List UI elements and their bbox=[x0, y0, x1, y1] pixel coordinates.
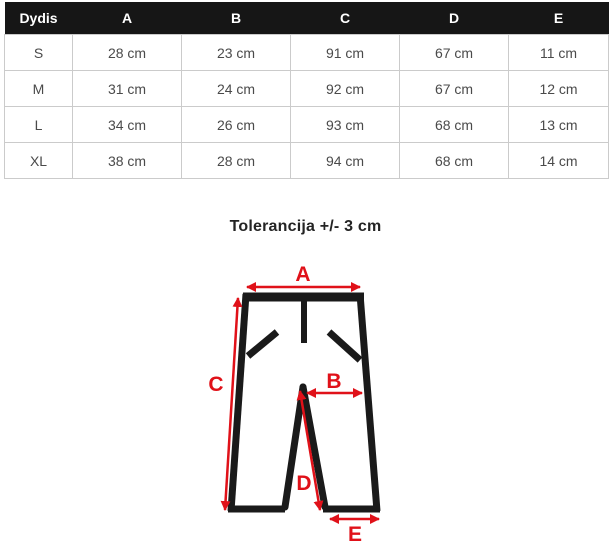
left-outer-seam bbox=[231, 294, 246, 511]
header-size: Dydis bbox=[5, 2, 73, 35]
cell-d: 68 cm bbox=[400, 107, 509, 143]
cell-d: 67 cm bbox=[400, 35, 509, 71]
cell-b: 24 cm bbox=[182, 71, 291, 107]
dimension-label-c: C bbox=[208, 373, 224, 396]
tolerance-note: Tolerancija +/- 3 cm bbox=[229, 218, 382, 235]
size-label: S bbox=[5, 35, 73, 71]
cell-e: 12 cm bbox=[509, 71, 609, 107]
cell-a: 31 cm bbox=[73, 71, 182, 107]
dimension-label-a: A bbox=[295, 263, 311, 286]
size-label: M bbox=[5, 71, 73, 107]
size-label: L bbox=[5, 107, 73, 143]
cell-a: 34 cm bbox=[73, 107, 182, 143]
cell-c: 94 cm bbox=[291, 143, 400, 179]
cell-b: 23 cm bbox=[182, 35, 291, 71]
dimension-label-b: B bbox=[326, 370, 342, 393]
cell-b: 28 cm bbox=[182, 143, 291, 179]
right-pocket-line bbox=[329, 332, 360, 360]
right-outer-seam bbox=[360, 294, 377, 511]
header-d: D bbox=[400, 2, 509, 35]
cell-c: 93 cm bbox=[291, 107, 400, 143]
header-a: A bbox=[73, 2, 182, 35]
cell-e: 14 cm bbox=[509, 143, 609, 179]
cell-a: 28 cm bbox=[73, 35, 182, 71]
cell-c: 91 cm bbox=[291, 35, 400, 71]
header-e: E bbox=[509, 2, 609, 35]
header-c: C bbox=[291, 2, 400, 35]
cell-b: 26 cm bbox=[182, 107, 291, 143]
dimension-label-d: D bbox=[296, 472, 312, 495]
cell-c: 92 cm bbox=[291, 71, 400, 107]
cell-d: 67 cm bbox=[400, 71, 509, 107]
cell-e: 11 cm bbox=[509, 35, 609, 71]
header-b: B bbox=[182, 2, 291, 35]
size-label: XL bbox=[5, 143, 73, 179]
left-pocket-line bbox=[248, 332, 277, 356]
dimension-label-e: E bbox=[347, 523, 363, 543]
cell-d: 68 cm bbox=[400, 143, 509, 179]
cell-e: 13 cm bbox=[509, 107, 609, 143]
cell-a: 38 cm bbox=[73, 143, 182, 179]
